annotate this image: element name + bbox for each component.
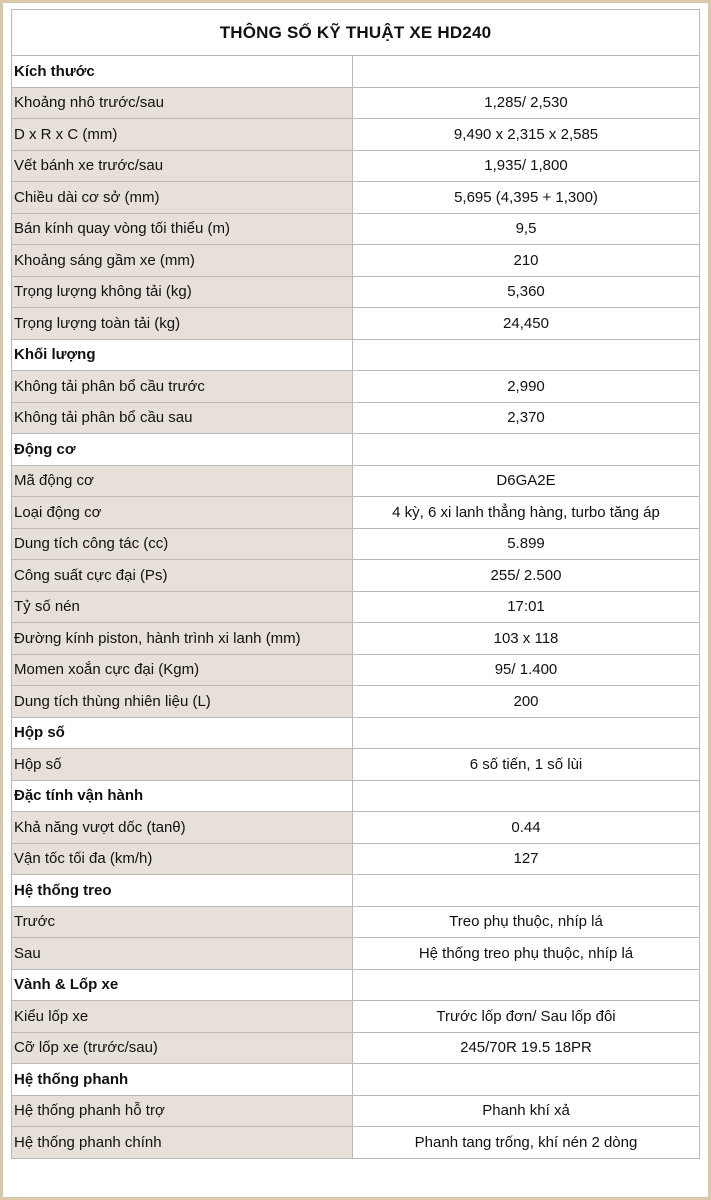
section-empty-cell bbox=[353, 1064, 700, 1096]
spec-value: 1,285/ 2,530 bbox=[353, 87, 700, 119]
section-row bbox=[12, 339, 700, 371]
spec-label: Vận tốc tối đa (km/h) bbox=[12, 843, 353, 875]
spec-label: Mã động cơ bbox=[12, 465, 353, 497]
table-row bbox=[12, 749, 700, 781]
table-row bbox=[12, 528, 700, 560]
spec-value: 9,490 x 2,315 x 2,585 bbox=[353, 119, 700, 151]
spec-label: Khả năng vượt dốc (tanθ) bbox=[12, 812, 353, 844]
spec-value: 1,935/ 1,800 bbox=[353, 150, 700, 182]
section-empty-cell bbox=[353, 875, 700, 907]
section-empty-cell bbox=[353, 780, 700, 812]
table-row bbox=[12, 560, 700, 592]
spec-value: 9,5 bbox=[353, 213, 700, 245]
table-row bbox=[12, 497, 700, 529]
spec-value: 2,370 bbox=[353, 402, 700, 434]
section-heading: Vành & Lốp xe bbox=[12, 969, 353, 1001]
table-row bbox=[12, 213, 700, 245]
table-row bbox=[12, 1095, 700, 1127]
page-title: THÔNG SỐ KỸ THUẬT XE HD240 bbox=[11, 9, 700, 55]
section-heading: Hệ thống treo bbox=[12, 875, 353, 907]
section-row bbox=[12, 434, 700, 466]
spec-value: 127 bbox=[353, 843, 700, 875]
spec-label: Sau bbox=[12, 938, 353, 970]
section-heading: Hệ thống phanh bbox=[12, 1064, 353, 1096]
section-row bbox=[12, 56, 700, 88]
spec-label: Dung tích công tác (cc) bbox=[12, 528, 353, 560]
table-row bbox=[12, 938, 700, 970]
spec-label: Dung tích thùng nhiên liệu (L) bbox=[12, 686, 353, 718]
spec-label: Đường kính piston, hành trình xi lanh (mm) bbox=[12, 623, 353, 655]
section-row bbox=[12, 717, 700, 749]
table-row bbox=[12, 276, 700, 308]
table-row bbox=[12, 119, 700, 151]
table-row bbox=[12, 308, 700, 340]
spec-value: 5,360 bbox=[353, 276, 700, 308]
spec-value: Phanh tang trống, khí nén 2 dòng bbox=[353, 1127, 700, 1159]
table-row bbox=[12, 591, 700, 623]
section-row bbox=[12, 969, 700, 1001]
table-row bbox=[12, 402, 700, 434]
spec-value: 5,695 (4,395 + 1,300) bbox=[353, 182, 700, 214]
table-row bbox=[12, 623, 700, 655]
spec-label: Công suất cực đại (Ps) bbox=[12, 560, 353, 592]
spec-label: Trọng lượng toàn tải (kg) bbox=[12, 308, 353, 340]
section-row bbox=[12, 1064, 700, 1096]
spec-table-body bbox=[12, 56, 700, 1159]
spec-value: 103 x 118 bbox=[353, 623, 700, 655]
section-empty-cell bbox=[353, 717, 700, 749]
spec-label: Kiểu lốp xe bbox=[12, 1001, 353, 1033]
spec-table bbox=[11, 55, 700, 1159]
section-row bbox=[12, 875, 700, 907]
spec-value: 6 số tiến, 1 số lùi bbox=[353, 749, 700, 781]
table-row bbox=[12, 245, 700, 277]
table-row bbox=[12, 87, 700, 119]
spec-label: Hệ thống phanh hỗ trợ bbox=[12, 1095, 353, 1127]
table-row bbox=[12, 812, 700, 844]
table-row bbox=[12, 843, 700, 875]
table-row bbox=[12, 1001, 700, 1033]
table-row bbox=[12, 906, 700, 938]
spec-label: Không tải phân bổ cầu trước bbox=[12, 371, 353, 403]
spec-value: Treo phụ thuộc, nhíp lá bbox=[353, 906, 700, 938]
spec-label: Cỡ lốp xe (trước/sau) bbox=[12, 1032, 353, 1064]
spec-value: 2,990 bbox=[353, 371, 700, 403]
spec-value: 0.44 bbox=[353, 812, 700, 844]
spec-label: Trọng lượng không tải (kg) bbox=[12, 276, 353, 308]
spec-value: Trước lốp đơn/ Sau lốp đôi bbox=[353, 1001, 700, 1033]
spec-value: 4 kỳ, 6 xi lanh thẳng hàng, turbo tăng áp bbox=[353, 497, 700, 529]
spec-value: Hệ thống treo phụ thuộc, nhíp lá bbox=[353, 938, 700, 970]
section-empty-cell bbox=[353, 339, 700, 371]
spec-label: Hộp số bbox=[12, 749, 353, 781]
spec-value: 255/ 2.500 bbox=[353, 560, 700, 592]
spec-value: 24,450 bbox=[353, 308, 700, 340]
spec-label: D x R x C (mm) bbox=[12, 119, 353, 151]
table-row bbox=[12, 1127, 700, 1159]
spec-label: Trước bbox=[12, 906, 353, 938]
section-row bbox=[12, 780, 700, 812]
spec-value: 200 bbox=[353, 686, 700, 718]
spec-label: Vết bánh xe trước/sau bbox=[12, 150, 353, 182]
section-heading: Hộp số bbox=[12, 717, 353, 749]
spec-value: 210 bbox=[353, 245, 700, 277]
table-row bbox=[12, 371, 700, 403]
spec-value: 95/ 1.400 bbox=[353, 654, 700, 686]
spec-value: 5.899 bbox=[353, 528, 700, 560]
table-row bbox=[12, 686, 700, 718]
spec-label: Khoảng nhô trước/sau bbox=[12, 87, 353, 119]
spec-label: Momen xoắn cực đại (Kgm) bbox=[12, 654, 353, 686]
section-empty-cell bbox=[353, 56, 700, 88]
spec-value: Phanh khí xả bbox=[353, 1095, 700, 1127]
spec-label: Chiều dài cơ sở (mm) bbox=[12, 182, 353, 214]
spec-label: Khoảng sáng gầm xe (mm) bbox=[12, 245, 353, 277]
section-empty-cell bbox=[353, 969, 700, 1001]
section-heading: Đặc tính vận hành bbox=[12, 780, 353, 812]
table-row bbox=[12, 465, 700, 497]
section-heading: Khối lượng bbox=[12, 339, 353, 371]
spec-value: D6GA2E bbox=[353, 465, 700, 497]
table-row bbox=[12, 654, 700, 686]
section-heading: Động cơ bbox=[12, 434, 353, 466]
table-row bbox=[12, 1032, 700, 1064]
spec-value: 17:01 bbox=[353, 591, 700, 623]
spec-value: 245/70R 19.5 18PR bbox=[353, 1032, 700, 1064]
spec-label: Hệ thống phanh chính bbox=[12, 1127, 353, 1159]
spec-label: Không tải phân bổ cầu sau bbox=[12, 402, 353, 434]
table-row bbox=[12, 182, 700, 214]
table-row bbox=[12, 150, 700, 182]
spec-label: Tỷ số nén bbox=[12, 591, 353, 623]
spec-label: Loại động cơ bbox=[12, 497, 353, 529]
section-empty-cell bbox=[353, 434, 700, 466]
spec-label: Bán kính quay vòng tối thiểu (m) bbox=[12, 213, 353, 245]
section-heading: Kích thước bbox=[12, 56, 353, 88]
